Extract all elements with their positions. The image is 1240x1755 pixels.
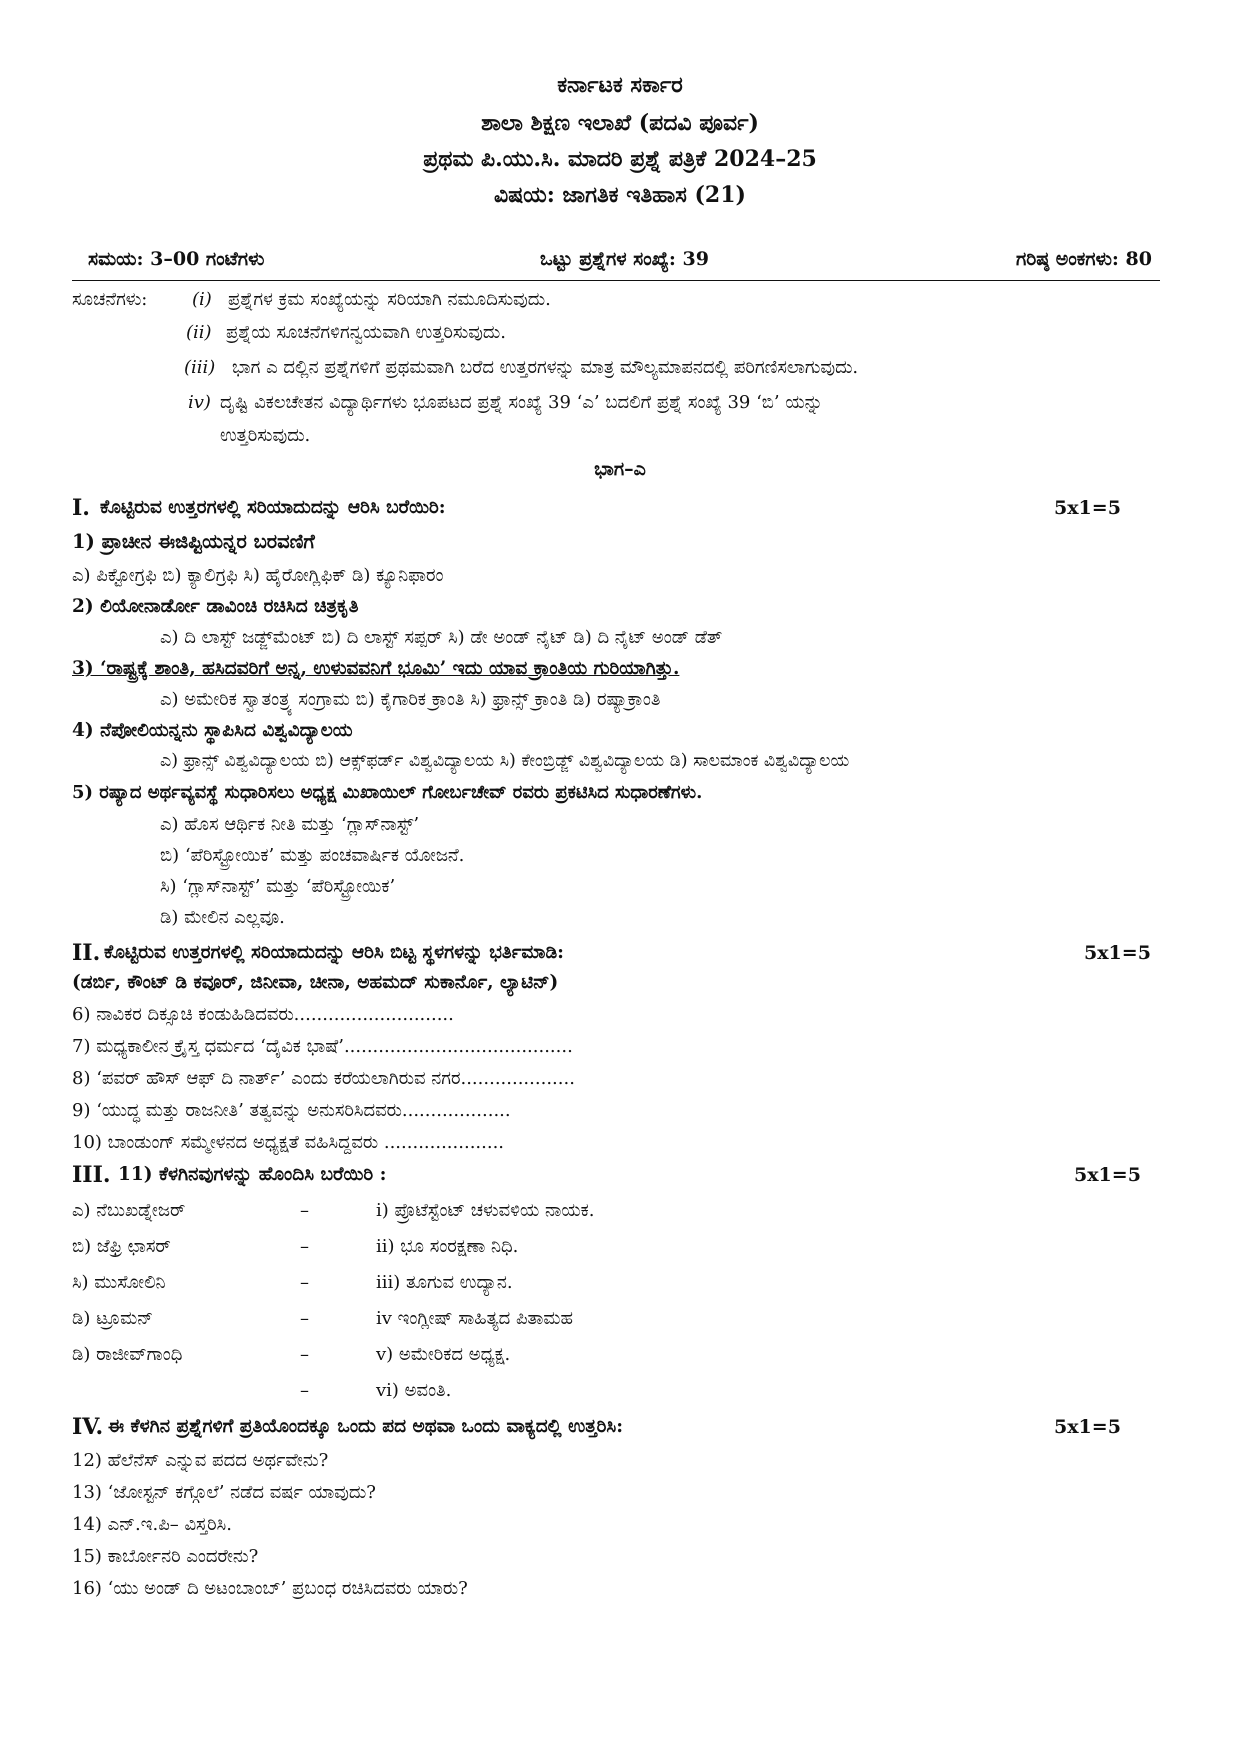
section-4-number: IV. (72, 1414, 104, 1440)
question-5-option-d: ಡಿ) ಮೇಲಿನ ಎಲ್ಲವೂ. (160, 907, 285, 928)
match-dash: – (300, 1344, 309, 1365)
question-3 (72, 658, 679, 679)
header-department: ಶಾಲಾ ಶಿಕ್ಷಣ ಇಲಾಖೆ (ಪದವಿ ಪೂರ್ವ) (481, 110, 759, 136)
match-right-v: v) ಅಮೇರಿಕದ ಅಧ್ಯಕ್ಷ. (376, 1344, 511, 1365)
total-questions: ಒಟ್ಟು ಪ್ರಶ್ನೆಗಳ ಸಂಖ್ಯೆ: 39 (540, 248, 709, 270)
question-16: 16) ‘ಯು ಅಂಡ್ ದಿ ಅಟಂಬಾಂಬ್’ ಪ್ರಬಂಧ ರಚಿಸಿದವರು ಯಾರು? (72, 1578, 468, 1599)
part-title: ಭಾಗ–ಎ (594, 458, 646, 480)
section-3-title: 11) ಕೆಳಗಿನವುಗಳನ್ನು ಹೊಂದಿಸಿ ಬರೆಯಿರಿ : (118, 1164, 387, 1185)
header-subject: ವಿಷಯ: ಜಾಗತಿಕ ಇತಿಹಾಸ (21) (494, 182, 746, 208)
match-dash: – (300, 1200, 309, 1221)
question-13: 13) ‘ಜೋಸ್ಟನ್ ಕಗ್ಗೊಲೆ’ ನಡೆದ ವರ್ಷ ಯಾವುದು? (72, 1482, 376, 1503)
match-dash: – (300, 1272, 309, 1293)
question-5: 5) ರಷ್ಯಾದ ಅರ್ಥವ್ಯವಸ್ಥೆ ಸುಧಾರಿಸಲು ಅಧ್ಯಕ್ಷ ಮಿಖಾಯಿಲ್ ಗೋರ್ಬಚೇವ್ ರವರು ಪ್ರಕಟಿಸಿದ ಸುಧಾರಣೆಗಳು. (72, 782, 703, 803)
section-1-number: I. (72, 495, 90, 521)
match-left-b: ಬಿ) ಜೆಫ್ರಿ ಛಾಸರ್ (72, 1236, 171, 1257)
question-4-options: ಎ) ಫ್ರಾನ್ಸ್ ವಿಶ್ವವಿದ್ಯಾಲಯ ಬಿ) ಆಕ್ಸ್‌ಫರ್ಡ್ ವಿಶ್ವವಿದ್ಯಾಲಯ ಸಿ) ಕೇಂಬ್ರಿಡ್ಜ್ ವಿಶ್ವವಿದ್ಯಾಲಯ ಡಿ) ಸಾಲಮಾಂಕ ವಿಶ್ವವಿದ್ಯಾಲಯ (160, 751, 850, 771)
question-1-options: ಎ) ಪಿಕ್ಟೋಗ್ರಫಿ ಬಿ) ಕ್ಯಾಲಿಗ್ರಫಿ ಸಿ) ಹೈರೋಗ್ಲಿಫಿಕ್ ಡಿ) ಕ್ಯೂನಿಫಾರಂ (72, 565, 444, 586)
question-1: 1) ಪ್ರಾಚೀನ ಈಜಿಪ್ಟಿಯನ್ನರ ಬರವಣಿಗೆ (72, 530, 315, 553)
section-4-title: ಈ ಕೆಳಗಿನ ಪ್ರಶ್ನೆಗಳಿಗೆ ಪ್ರತಿಯೊಂದಕ್ಕೂ ಒಂದು ಪದ ಅಥವಾ ಒಂದು ವಾಕ್ಯದಲ್ಲಿ ಉತ್ತರಿಸಿ: (108, 1416, 624, 1437)
match-dash: – (300, 1380, 309, 1401)
question-7: 7) ಮಧ್ಯಕಾಲೀನ ಕ್ರೈಸ್ತ ಧರ್ಮದ ‘ದೈವಿಕ ಭಾಷೆ’........................................ (72, 1036, 573, 1057)
section-2-title: ಕೊಟ್ಟಿರುವ ಉತ್ತರಗಳಲ್ಲಿ ಸರಿಯಾದುದನ್ನು ಆರಿಸಿ ಬಿಟ್ಟ ಸ್ಥಳಗಳನ್ನು ಭರ್ತಿಮಾಡಿ: (104, 942, 564, 963)
instruction-iv-line1: ದೃಷ್ಟಿ ವಿಕಲಚೇತನ ವಿದ್ಯಾರ್ಥಿಗಳು ಭೂಪಟದ ಪ್ರಶ್ನೆ ಸಂಖ್ಯೆ 39 ‘ಎ’ ಬದಲಿಗೆ ಪ್ರಶ್ನೆ ಸಂಖ್ಯೆ 39 ‘ಬಿ’ ಯನ್ನು (220, 392, 823, 413)
question-2: 2) ಲಿಯೋನಾರ್ಡೋ ಡಾವಿಂಚಿ ರಚಿಸಿದ ಚಿತ್ರಕೃತಿ (72, 596, 359, 617)
instruction-iii-num: (iii) (184, 357, 216, 378)
section-3-marks: 5x1=5 (1074, 1164, 1141, 1186)
section-2-number: II. (72, 940, 101, 966)
instruction-ii: ಪ್ರಶ್ನೆಯ ಸೂಚನೆಗಳಿಗನ್ವಯವಾಗಿ ಉತ್ತರಿಸುವುದು. (226, 322, 506, 343)
instructions-label: ಸೂಚನೆಗಳು: (72, 289, 148, 310)
section-4-marks: 5x1=5 (1054, 1416, 1121, 1438)
question-3-text: 3) ‘ರಾಷ್ಟ್ರಕ್ಕೆ ಶಾಂತಿ, ಹಸಿದವರಿಗೆ ಅನ್ನ, ಉಳುವವನಿಗೆ ಭೂಮಿ’ ಇದು ಯಾವ ಕ್ರಾಂತಿಯ ಗುರಿಯಾಗಿತ್ತು. (72, 658, 680, 679)
question-5-option-a: ಎ) ಹೊಸ ಆರ್ಥಿಕ ನೀತಿ ಮತ್ತು ‘ಗ್ಲಾಸ್‌ನಾಸ್ಟ್’ (160, 814, 420, 835)
question-9: 9) ‘ಯುದ್ಧ ಮತ್ತು ರಾಜನೀತಿ’ ತತ್ವವನ್ನು ಅನುಸರಿಸಿದವರು................... (72, 1100, 511, 1121)
section-1-marks: 5x1=5 (1054, 497, 1121, 519)
match-dash: – (300, 1236, 309, 1257)
question-12: 12) ಹೆಲೆನೆಸ್ ಎನ್ನುವ ಪದದ ಅರ್ಥವೇನು? (72, 1450, 329, 1471)
instruction-i-num: (i) (192, 289, 212, 310)
question-15: 15) ಕಾರ್ಬೋನರಿ ಎಂದರೇನು? (72, 1546, 259, 1567)
header-paper-title: ಪ್ರಥಮ ಪಿ.ಯು.ಸಿ. ಮಾದರಿ ಪ್ರಶ್ನೆ ಪತ್ರಿಕೆ 2024–25 (423, 146, 817, 172)
question-5-option-b: ಬಿ) ‘ಪೆರಿಸ್ಟ್ರೋಯಿಕ’ ಮತ್ತು ಪಂಚವಾರ್ಷಿಕ ಯೋಜನೆ. (160, 845, 465, 866)
question-2-options: ಎ) ದಿ ಲಾಸ್ಟ್ ಜಡ್ಜ್‌ಮೆಂಟ್ ಬಿ) ದಿ ಲಾಸ್ಟ್ ಸಪ್ಪರ್ ಸಿ) ಡೇ ಅಂಡ್ ನೈಟ್ ಡಿ) ದಿ ನೈಟ್ ಅಂಡ್ ಡೆತ್ (160, 627, 723, 648)
section-1-title: ಕೊಟ್ಟಿರುವ ಉತ್ತರಗಳಲ್ಲಿ ಸರಿಯಾದುದನ್ನು ಆರಿಸಿ ಬರೆಯಿರಿ: (100, 497, 446, 518)
instruction-iv-line2: ಉತ್ತರಿಸುವುದು. (220, 425, 311, 446)
section-3-number: III. (72, 1162, 111, 1188)
section-2-marks: 5x1=5 (1084, 942, 1151, 964)
header-government: ಕರ್ನಾಟಕ ಸರ್ಕಾರ (557, 72, 683, 98)
match-right-vi: vi) ಅವಂತಿ. (376, 1380, 452, 1401)
question-8: 8) ‘ಪವರ್ ಹೌಸ್ ಆಫ್ ದಿ ನಾರ್ತ್’ ಎಂದು ಕರೆಯಲಾಗಿರುವ ನಗರ.................... (72, 1068, 575, 1089)
instruction-iii: ಭಾಗ ಎ ದಲ್ಲಿನ ಪ್ರಶ್ನೆಗಳಿಗೆ ಪ್ರಥಮವಾಗಿ ಬರೆದ ಉತ್ತರಗಳನ್ನು ಮಾತ್ರ ಮೌಲ್ಯಮಾಪನದಲ್ಲಿ ಪರಿಗಣಿಸಲಾಗುವುದು. (232, 357, 859, 378)
match-left-a: ಎ) ನೆಬುಖಡ್ನೇಜರ್ (72, 1200, 186, 1221)
instruction-ii-num: (ii) (186, 322, 212, 343)
match-right-i: i) ಪ್ರೊಟೆಸ್ಟೆಂಟ್ ಚಳುವಳಿಯ ನಾಯಕ. (376, 1200, 595, 1221)
match-left-d: ಡಿ) ಟ್ರೂಮನ್ (72, 1308, 154, 1329)
exam-time: ಸಮಯ: 3–00 ಗಂಟೆಗಳು (88, 248, 265, 270)
match-left-e: ಡಿ) ರಾಜೀವ್‌ಗಾಂಧಿ (72, 1344, 183, 1365)
question-3-options: ಎ) ಅಮೇರಿಕ ಸ್ವಾತಂತ್ರ್ಯ ಸಂಗ್ರಾಮ ಬಿ) ಕೈಗಾರಿಕ ಕ್ರಾಂತಿ ಸಿ) ಫ್ರಾನ್ಸ್ ಕ್ರಾಂತಿ ಡಿ) ರಷ್ಯಾಕ್ರಾಂತಿ (160, 689, 661, 710)
question-10: 10) ಬಾಂಡುಂಗ್ ಸಮ್ಮೇಳನದ ಅಧ್ಯಕ್ಷತೆ ವಹಿಸಿದ್ದವರು ..................... (72, 1132, 505, 1153)
instruction-i: ಪ್ರಶ್ನೆಗಳ ಕ್ರಮ ಸಂಖ್ಯೆಯನ್ನು ಸರಿಯಾಗಿ ನಮೂದಿಸುವುದು. (228, 289, 551, 310)
section-2-choices: (ಡರ್ಬಿ, ಕೌಂಟ್ ಡಿ ಕವೂರ್, ಜಿನೀವಾ, ಚೀನಾ, ಅಹಮದ್ ಸುಕಾರ್ನೊ, ಲ್ಯಾಟಿನ್) (72, 972, 559, 993)
match-right-iii: iii) ತೂಗುವ ಉದ್ಯಾನ. (376, 1272, 513, 1293)
question-6: 6) ನಾವಿಕರ ದಿಕ್ಸೂಚಿ ಕಂಡುಹಿಡಿದವರು............................ (72, 1004, 454, 1025)
question-4: 4) ನೆಪೋಲಿಯನ್ನನು ಸ್ಥಾಪಿಸಿದ ವಿಶ್ವವಿದ್ಯಾಲಯ (72, 720, 353, 741)
question-14: 14) ಎನ್.ಇ.ಪಿ– ವಿಸ್ತರಿಸಿ. (72, 1514, 232, 1535)
match-right-ii: ii) ಭೂ ಸಂರಕ್ಷಣಾ ನಿಧಿ. (376, 1236, 519, 1257)
match-dash: – (300, 1308, 309, 1329)
header-divider (72, 280, 1160, 281)
match-right-iv: iv ಇಂಗ್ಲೀಷ್ ಸಾಹಿತ್ಯದ ಪಿತಾಮಹ (376, 1308, 573, 1329)
match-left-c: ಸಿ) ಮುಸೋಲಿನಿ (72, 1272, 166, 1293)
question-5-option-c: ಸಿ) ‘ಗ್ಲಾಸ್‌ನಾಸ್ಟ್’ ಮತ್ತು ‘ಪೆರಿಸ್ಟ್ರೋಯಿಕ’ (160, 876, 396, 897)
instruction-iv-num: iv) (188, 392, 211, 413)
max-marks: ಗರಿಷ್ಠ ಅಂಕಗಳು: 80 (1015, 248, 1152, 270)
